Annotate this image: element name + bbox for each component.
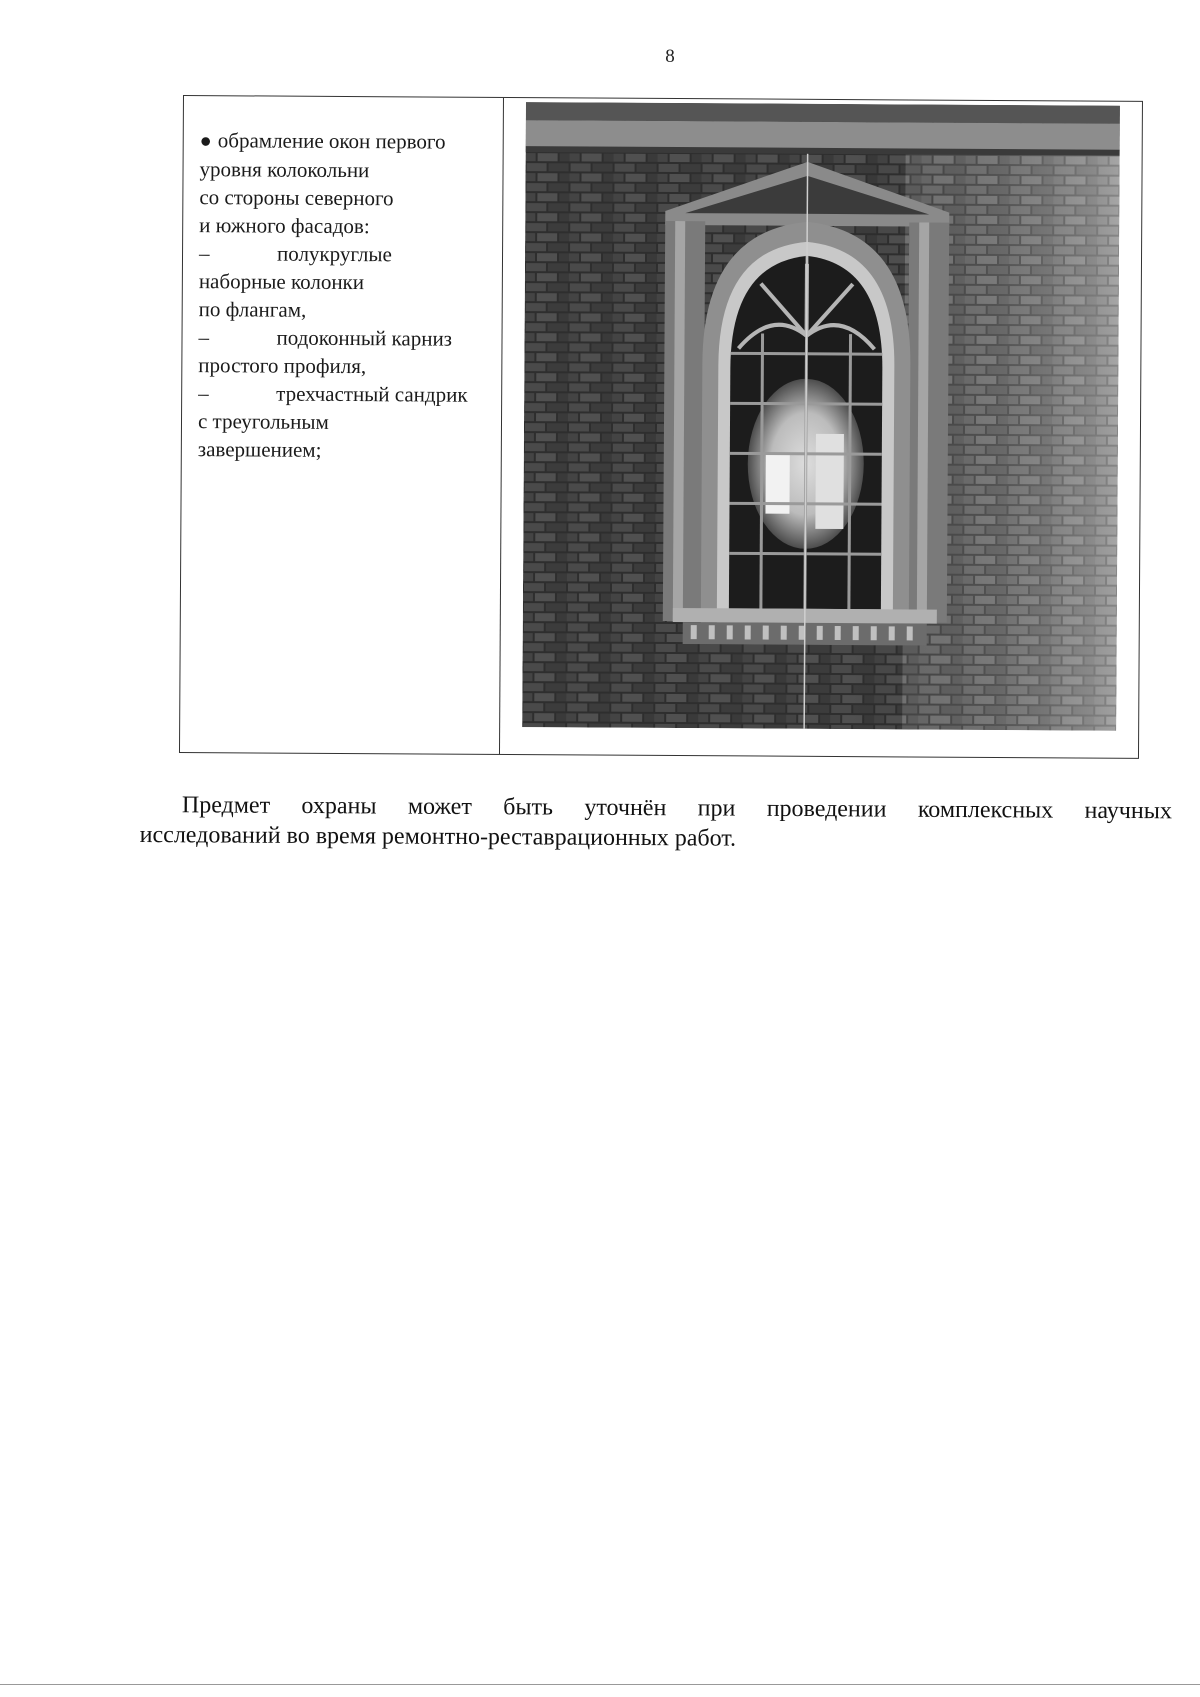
arched-window-photo [522,102,1120,731]
dash-item: – трехчастный сандрик [198,381,468,407]
text-line: простого профиля, [198,353,367,379]
page-number: 8 [665,46,675,67]
photo-cell [500,98,1142,758]
text-line: уровня колокольни [199,157,370,183]
protection-table [179,95,1143,759]
text-line: наборные колонки [198,269,365,295]
bullet-icon: ● [199,130,212,153]
dash-item: – полукруглые [198,241,392,267]
text-line: и южного фасадов: [199,213,370,239]
description-cell [180,96,504,754]
dash-item: – подоконный карниз [198,325,453,351]
body-line-1: Предмет охраны может быть уточнён при проведении комплексных научных [181,792,1172,825]
text-line: со стороны северного [199,185,394,211]
text-line: по флангам, [198,297,307,322]
bullet-item: ● обрамление окон первого [199,128,446,154]
body-line-2: исследований во время ремонтно-реставрационных работ. [139,821,737,852]
page-bottom-edge [0,1684,1200,1685]
body-paragraph [140,790,1172,856]
text-line: с треугольным [197,409,329,434]
text-line: завершением; [197,437,322,462]
